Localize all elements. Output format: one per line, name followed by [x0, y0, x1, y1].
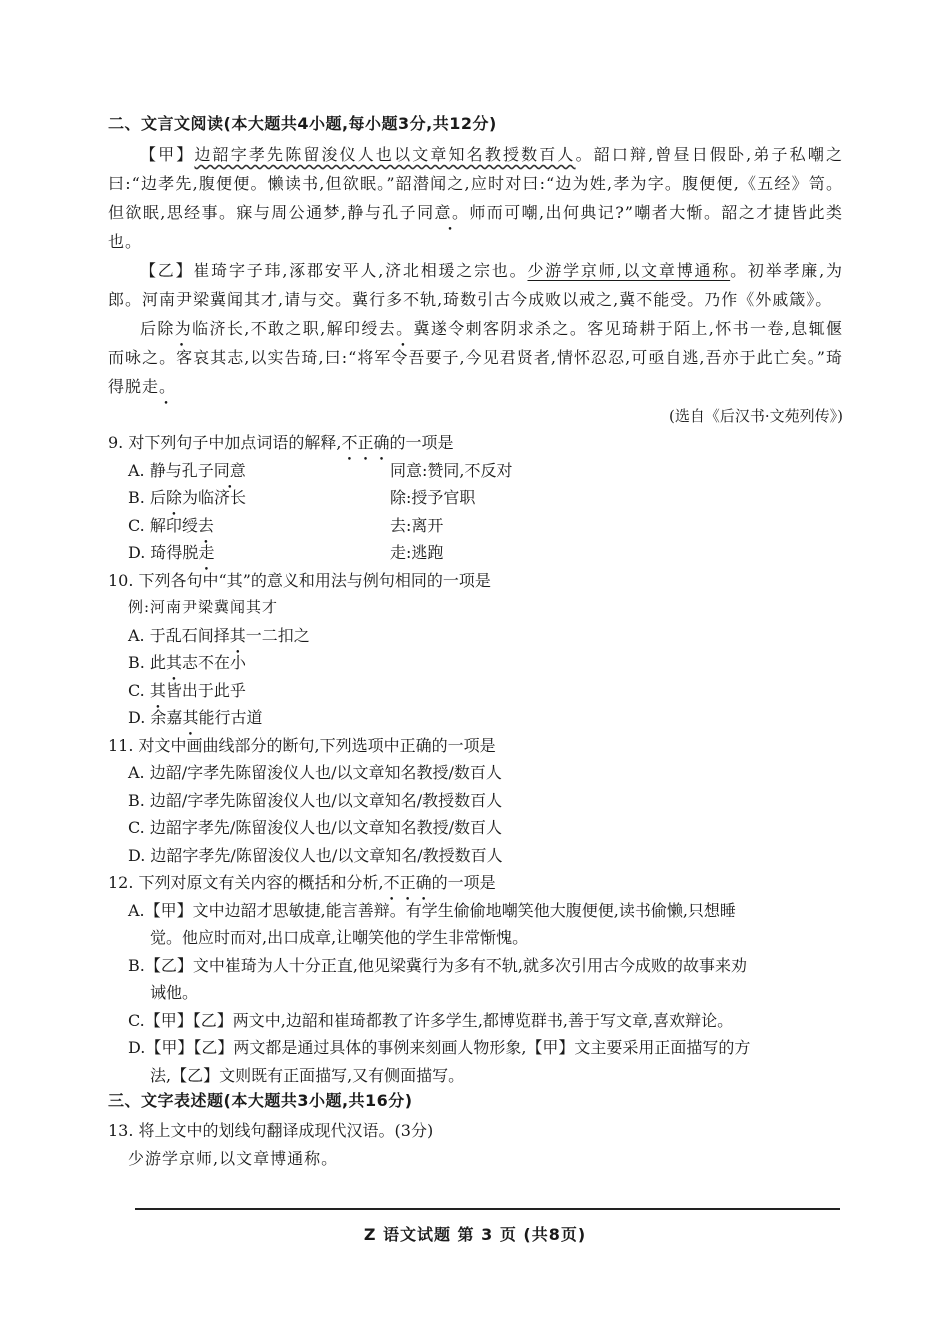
dotted-word-qu: 去	[378, 319, 397, 338]
q10-example: 例:河南尹梁冀闻其才	[128, 598, 279, 616]
section2-heading: 二、文言文阅读(本大题共4小题,每小题3分,共12分)	[108, 114, 497, 133]
option-label: A. 静与孔子	[128, 460, 214, 480]
q9-option-a-explain: 同意:赞同,不反对	[390, 460, 513, 480]
q12-option-b-line1: B.【乙】文中崔琦为人十分正直,他见梁冀行为多有不轨,就多次引用古今成败的故事来劝	[128, 955, 748, 975]
q12-option-d[interactable]	[108, 1034, 843, 1089]
passage-yi-p2-b: 为临济长,不敢之职,解印绶	[174, 319, 379, 338]
passage-yi-p2-c: 。冀遂令刺客阴求杀之。客见琦耕于陌上,怀书一卷,息辄偃而咏之。客哀其志,以实告琦,曰:“将军令吾要子,今见君贤者,情怀忍忍,可亟自逃,吾亦于此亡矣。”琦得脱	[108, 319, 843, 396]
question-9	[108, 429, 843, 567]
q9-title	[108, 429, 843, 457]
passage-yi-p2-a: 后	[140, 319, 158, 338]
option-after: 皆出于此乎	[165, 680, 246, 700]
q9-option-d-explain: 走:逃跑	[390, 543, 444, 562]
q9-option-c-sentence	[128, 512, 390, 540]
q11-option-d[interactable]: D. 边韶字孝先/陈留浚仪人也/以文章知名/教授数百人	[128, 845, 503, 865]
q10-option-d[interactable]	[108, 704, 843, 732]
dot-char: 正	[399, 873, 416, 892]
page-footer: Z 语文试题 第 3 页 (共8页)	[363, 1225, 587, 1244]
option-label: C. 解印绶	[128, 515, 198, 535]
option-before: B. 此	[128, 653, 166, 672]
q11-option-a[interactable]: A. 边韶/字孝先陈留浚仪人也/以文章知名教授/数百人	[128, 763, 502, 782]
q12-title	[108, 869, 843, 897]
q13-sentence: 少游学京师,以文章博通称。	[128, 1148, 339, 1168]
wavy-underlined-sentence: 边韶字孝先陈留浚仪人也以文章知名教授数百人	[194, 145, 576, 164]
q10-option-a[interactable]	[108, 622, 843, 650]
dotted-word: 其	[182, 708, 199, 727]
q9-option-b[interactable]	[108, 484, 843, 512]
q12-title-b: 的一项是	[431, 873, 496, 892]
q9-option-b-sentence	[128, 484, 390, 512]
underlined-sentence: 少游学京师,以文章博通称	[527, 261, 731, 280]
q12-not-correct	[384, 873, 432, 892]
q10-option-c[interactable]	[108, 677, 843, 705]
dotted-word: 其	[165, 653, 182, 672]
q12-option-a-line1: A.【甲】文中边韶才思敏捷,能言善辩。有学生偷偷地嘲笑他大腹便便,读书偷懒,只想睡	[128, 900, 736, 920]
dot-char: 不	[341, 433, 358, 452]
q9-option-b-explain: 除:授予官职	[390, 488, 476, 507]
passage-jia-text: 。韶口辩,曾昼日假卧,弟子私嘲之曰:“边孝先,腹便便。懒读书,但欲眠。”韶潜闻之,应时对曰:“边为姓,孝为字。腹便便,《五经》笥。但欲眠,思经事。寐与周公通梦,静与孔子	[108, 145, 843, 222]
q11-title: 11. 对文中画曲线部分的断句,下列选项中正确的一项是	[108, 735, 496, 755]
q12-option-c[interactable]	[108, 1007, 843, 1035]
dotted-word: 走	[198, 543, 215, 562]
passage-jia-label: 【甲】	[140, 145, 195, 164]
source-citation: (选自《后汉书·文苑列传》)	[669, 407, 843, 425]
dotted-word-tongyi: 同意	[417, 203, 452, 222]
question-10	[108, 567, 843, 732]
q11-option-b[interactable]: B. 边韶/字孝先陈留浚仪人也/以文章知名/教授数百人	[128, 790, 503, 810]
option-after: 一二扣之	[245, 625, 310, 645]
dotted-word: 其	[229, 625, 246, 645]
option-after: 能行古道	[198, 708, 263, 727]
q9-option-c[interactable]	[108, 512, 843, 540]
q12-option-a[interactable]	[108, 897, 843, 952]
q9-option-d[interactable]	[108, 539, 843, 567]
q9-option-c-explain: 去:离开	[390, 515, 444, 535]
q12-option-a-line2: 觉。他应时而对,出口成章,让嘲笑他的学生非常惭愧。	[150, 928, 529, 947]
dot-char: 不	[383, 873, 400, 892]
q12-option-c-line1: C.【甲】【乙】两文中,边韶和崔琦都教了许多学生,都博览群书,善于写文章,喜欢辩论。	[128, 1010, 734, 1030]
q9-not-correct	[341, 433, 389, 452]
option-after: 志不在小	[181, 653, 246, 672]
option-label: D. 琦得脱	[128, 543, 199, 562]
passage-yi-p2-d: 。	[159, 377, 177, 396]
section3-heading: 三、文字表述题(本大题共3小题,共16分)	[108, 1091, 413, 1110]
q12-option-d-line2: 法,【乙】文则既有正面描写,又有侧面描写。	[150, 1065, 465, 1085]
q9-option-a[interactable]	[108, 457, 843, 485]
q10-option-b[interactable]	[108, 649, 843, 677]
q11-option-c[interactable]: C. 边韶字孝先/陈留浚仪人也/以文章知名教授/数百人	[128, 818, 503, 837]
dotted-word: 其	[149, 680, 166, 700]
dotted-word: 除	[165, 488, 182, 507]
passage-yi	[108, 256, 843, 314]
q12-title-a: 12. 下列对原文有关内容的概括和分析,	[108, 873, 384, 892]
option-label: B. 后	[128, 488, 166, 507]
q10-title: 10. 下列各句中“其”的意义和用法与例句相同的一项是	[108, 570, 491, 590]
q12-option-b[interactable]	[108, 952, 843, 1007]
question-11	[108, 732, 843, 870]
option-before: A. 于乱石间择	[128, 625, 230, 645]
passage-jia	[108, 140, 843, 256]
question-13	[108, 1117, 843, 1172]
q9-title-b: 的一项是	[389, 433, 454, 452]
dotted-word: 同意	[213, 460, 246, 480]
q12-option-d-line1: D.【甲】【乙】两文都是通过具体的事例来刻画人物形象,【甲】文主要采用正面描写的方	[128, 1038, 751, 1057]
dotted-word-chu: 除	[157, 319, 175, 338]
q12-option-b-line2: 诫他。	[150, 983, 199, 1002]
passage-yi-label: 【乙】	[140, 261, 194, 280]
dotted-word: 去	[197, 515, 214, 535]
q9-title-a: 9. 对下列句子中加点词语的解释,	[108, 433, 342, 452]
question-12	[108, 869, 843, 1089]
passage-yi-text: 崔琦字子玮,涿郡安平人,济北相瑗之宗也。	[193, 261, 528, 280]
dot-char: 确	[415, 873, 432, 892]
dotted-word-zou: 走	[142, 377, 160, 396]
q13-title: 13. 将上文中的划线句翻译成现代汉语。(3分)	[108, 1121, 434, 1140]
dot-char: 正	[357, 433, 374, 452]
option-after: 为临济长	[181, 488, 246, 507]
option-before: C.	[128, 680, 150, 700]
passage-yi-para2	[108, 314, 843, 401]
passage-yi-text-end: 。初举孝廉,为郎。河南尹梁冀闻其才,请与交。冀行多不轨,琦数引古今成败以戒之,冀不能受。乃作《外戚箴》。	[108, 261, 843, 309]
option-before: D. 余嘉	[128, 708, 183, 727]
passage-jia-text-end: 。师而可嘲,出何典记?”嘲者大惭。韶之才捷皆此类也。	[108, 203, 843, 251]
footer-divider	[135, 1208, 840, 1210]
q9-option-d-sentence	[128, 539, 390, 567]
dot-char: 确	[373, 433, 390, 452]
page-content	[108, 112, 843, 1172]
